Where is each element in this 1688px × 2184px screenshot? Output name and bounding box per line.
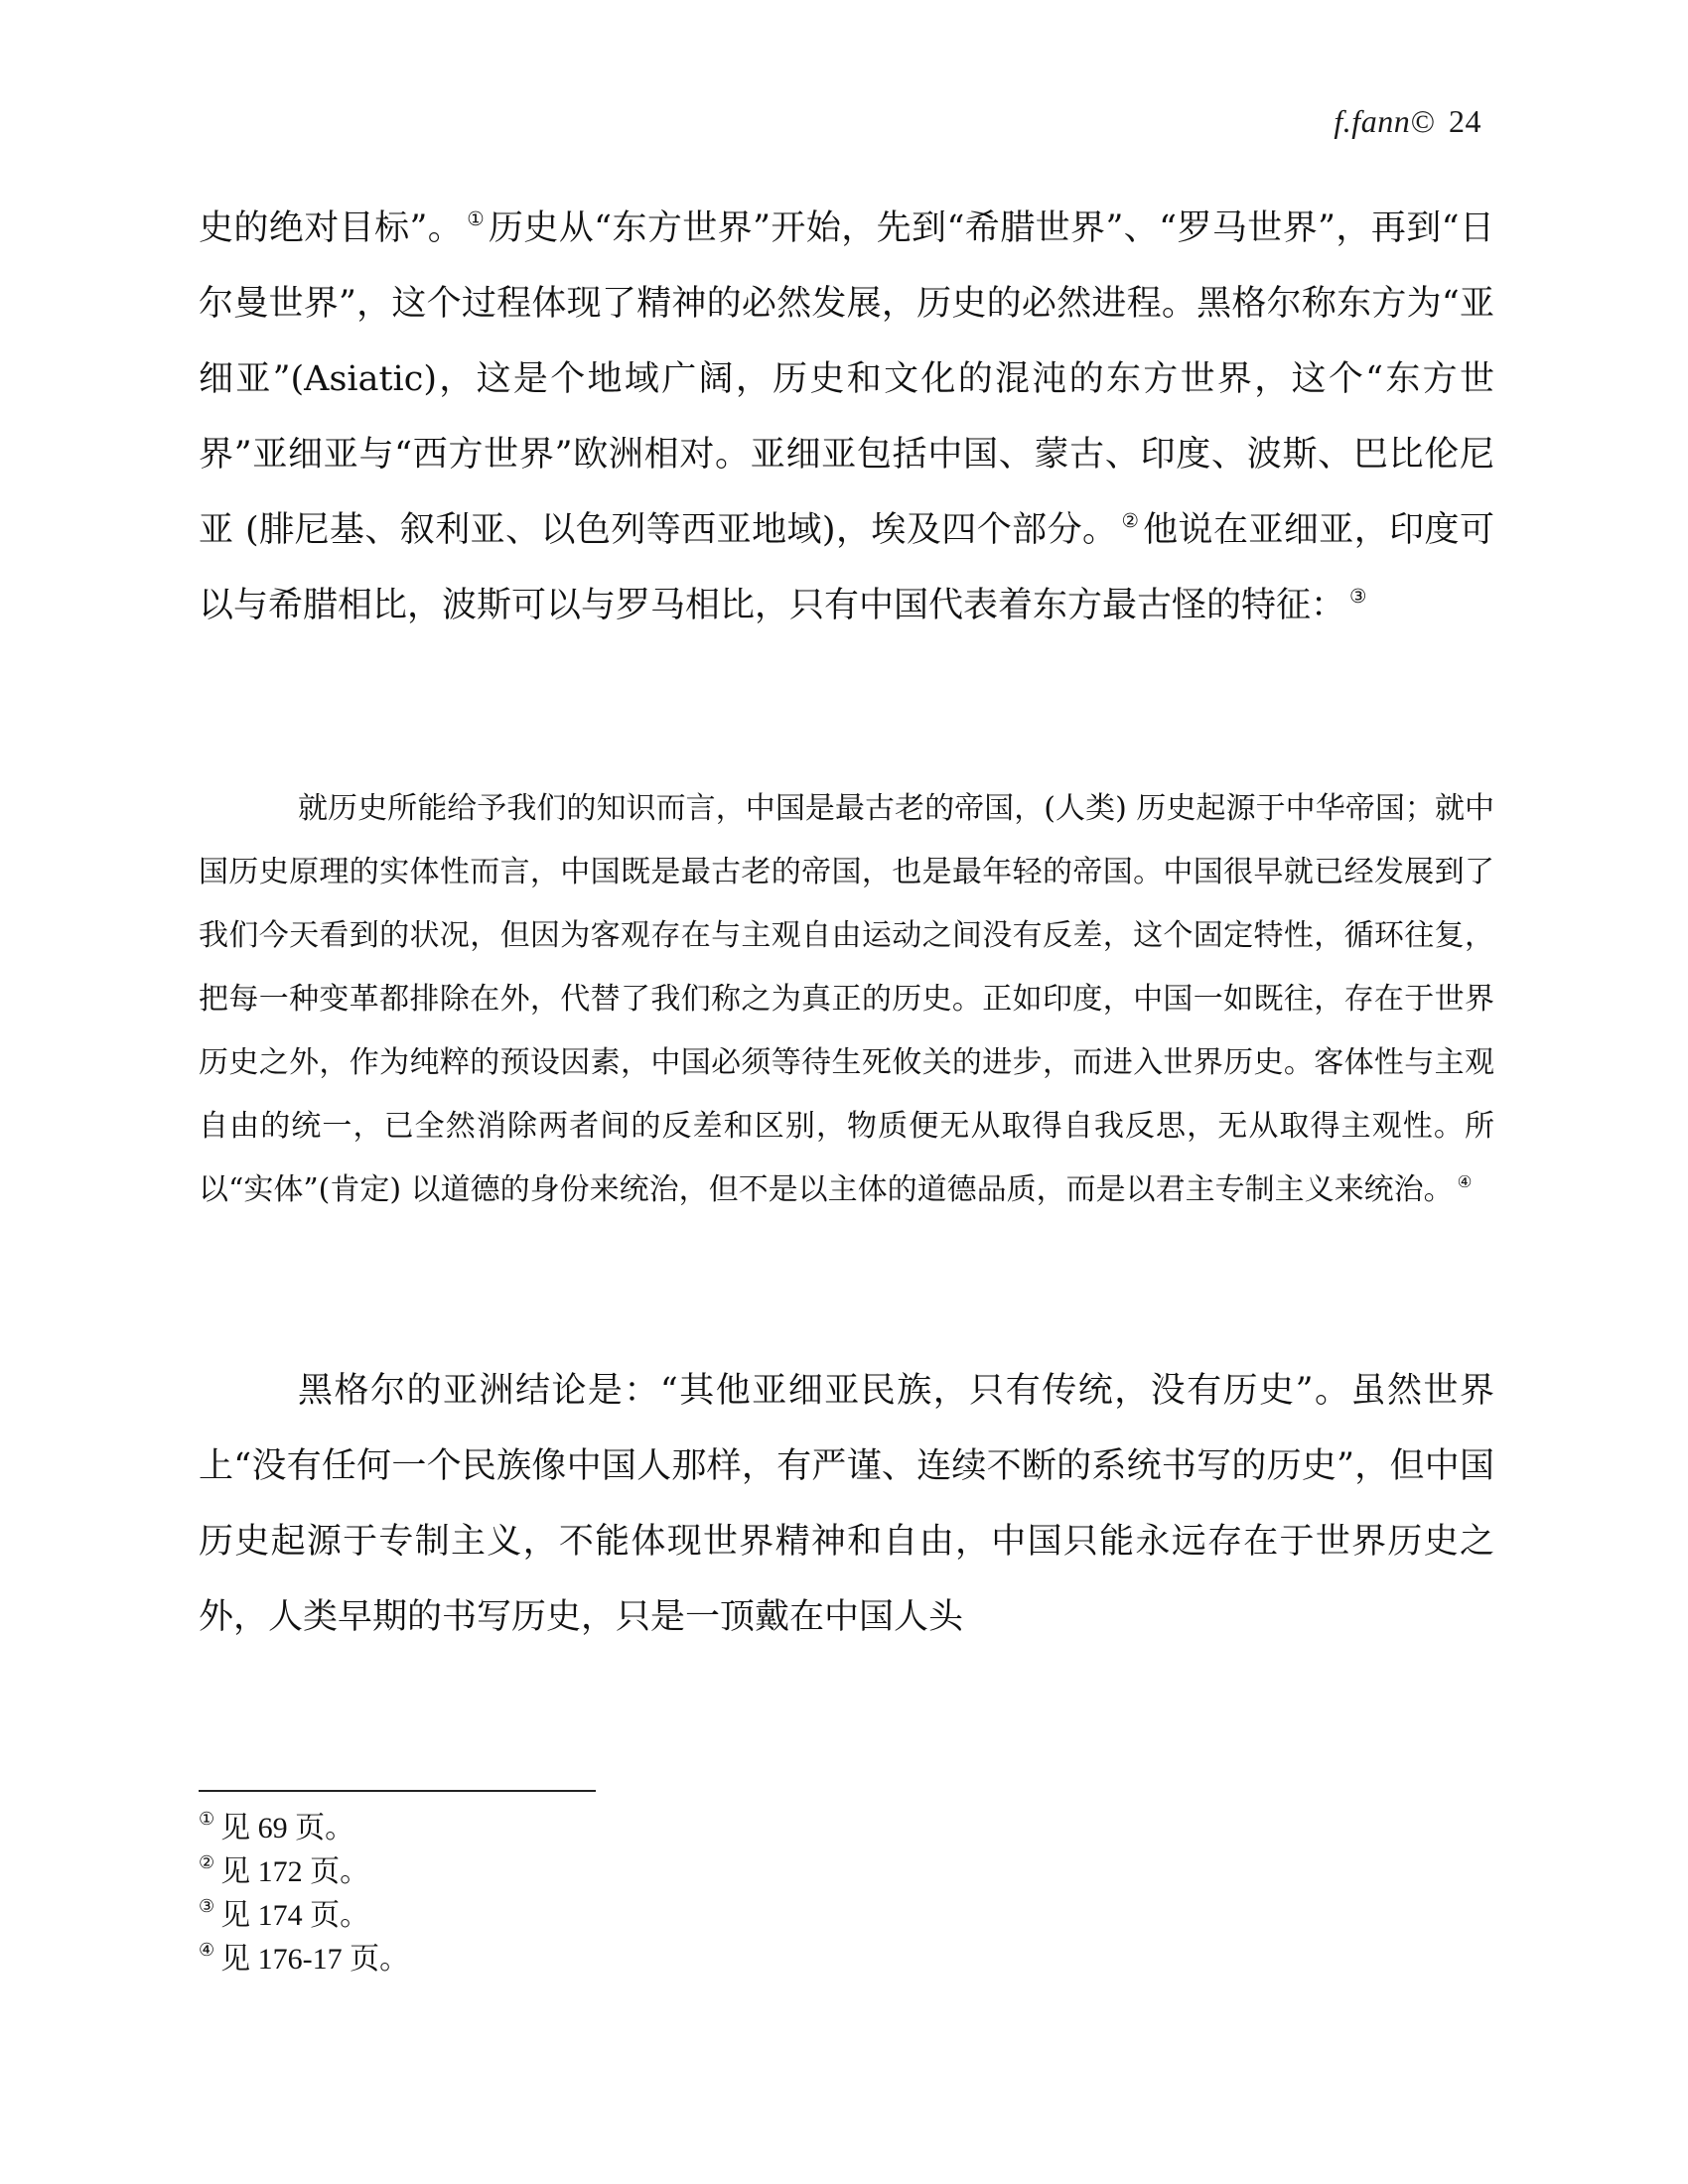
body-paragraph-1 — [199, 191, 1494, 643]
footnote-mark: ② — [199, 1852, 215, 1873]
header-author: f.fann© — [1334, 103, 1435, 139]
footnote-divider — [199, 1790, 596, 1792]
footnote-item — [199, 1894, 409, 1938]
footnote-text: 见 172 页。 — [220, 1855, 370, 1888]
body-paragraph-2 — [199, 1353, 1494, 1655]
para2-text: 黑格尔的亚洲结论是：“其他亚细亚民族，只有传统，没有历史”。虽然世界上“没有任何一个民族像中国人那样，有严谨、连续不断的系统书写的历史”，但中国历史起源于专制主义，不能体现世界精神和自由，中国只能永远存在于世界历史之外，人类早期的书写历史，只是一顶戴在中国人头 — [199, 1371, 1494, 1637]
footnote-text: 见 176-17 页。 — [220, 1943, 410, 1976]
block-quote — [199, 777, 1494, 1222]
para1-text-3: 他说在亚细亚，印度可以与希腊相比，波斯可以与罗马相比，只有中国代表着东方最古怪的特征： — [199, 510, 1494, 625]
footnote-ref-3[interactable]: ③ — [1349, 584, 1367, 608]
footnote-list — [199, 1807, 409, 1981]
footnote-item — [199, 1938, 409, 1981]
footnote-mark: ④ — [199, 1940, 215, 1961]
footnote-mark: ③ — [199, 1896, 215, 1917]
footnote-item — [199, 1807, 409, 1850]
footnote-text: 见 174 页。 — [220, 1899, 370, 1932]
footnote-ref-1[interactable]: ① — [467, 206, 485, 230]
footnote-text: 见 69 页。 — [220, 1812, 355, 1844]
footnote-ref-4[interactable]: ④ — [1457, 1171, 1473, 1191]
footnote-ref-2[interactable]: ② — [1121, 508, 1140, 532]
page-header — [1334, 103, 1481, 140]
para1-text-1: 史的绝对目标”。 — [199, 208, 464, 248]
footnote-item — [199, 1850, 409, 1894]
para1-text-2: 历史从“东方世界”开始，先到“希腊世界”、“罗马世界”，再到“日尔曼世界”，这个过程体现了精神的必然发展，历史的必然进程。黑格尔称东方为“亚细亚”(Asiatic)，这是个地域广阔，历史和文化的混沌的东方世界，这个“东方世界”亚细亚与“西方世界”欧洲相对。亚细亚包括中国、蒙古、印度、波斯、巴比伦尼亚 (腓尼基、叙利亚、以色列等西亚地域)，埃及四个部分。 — [199, 208, 1494, 550]
quote-text: 就历史所能给予我们的知识而言，中国是最古老的帝国，(人类) 历史起源于中华帝国；就中国历史原理的实体性而言，中国既是最古老的帝国，也是最年轻的帝国。中国很早就已经发展到了我们今天看到的状况，但因为客观存在与主观自由运动之间没有反差，这个固定特性，循环往复，把每一种变革都排除在外，代替了我们称之为真正的历史。正如印度，中国一如既往，存在于世界历史之外，作为纯粹的预设因素，中国必须等待生死攸关的进步，而进入世界历史。客体性与主观自由的统一，已全然消除两者间的反差和区别，物质便无从取得自我反思，无从取得主观性。所以“实体”(肯定) 以道德的身份来统治，但不是以主体的道德品质，而是以君主专制主义来统治。 — [199, 791, 1494, 1207]
footnote-mark: ① — [199, 1809, 215, 1830]
page-number: 24 — [1449, 103, 1481, 139]
